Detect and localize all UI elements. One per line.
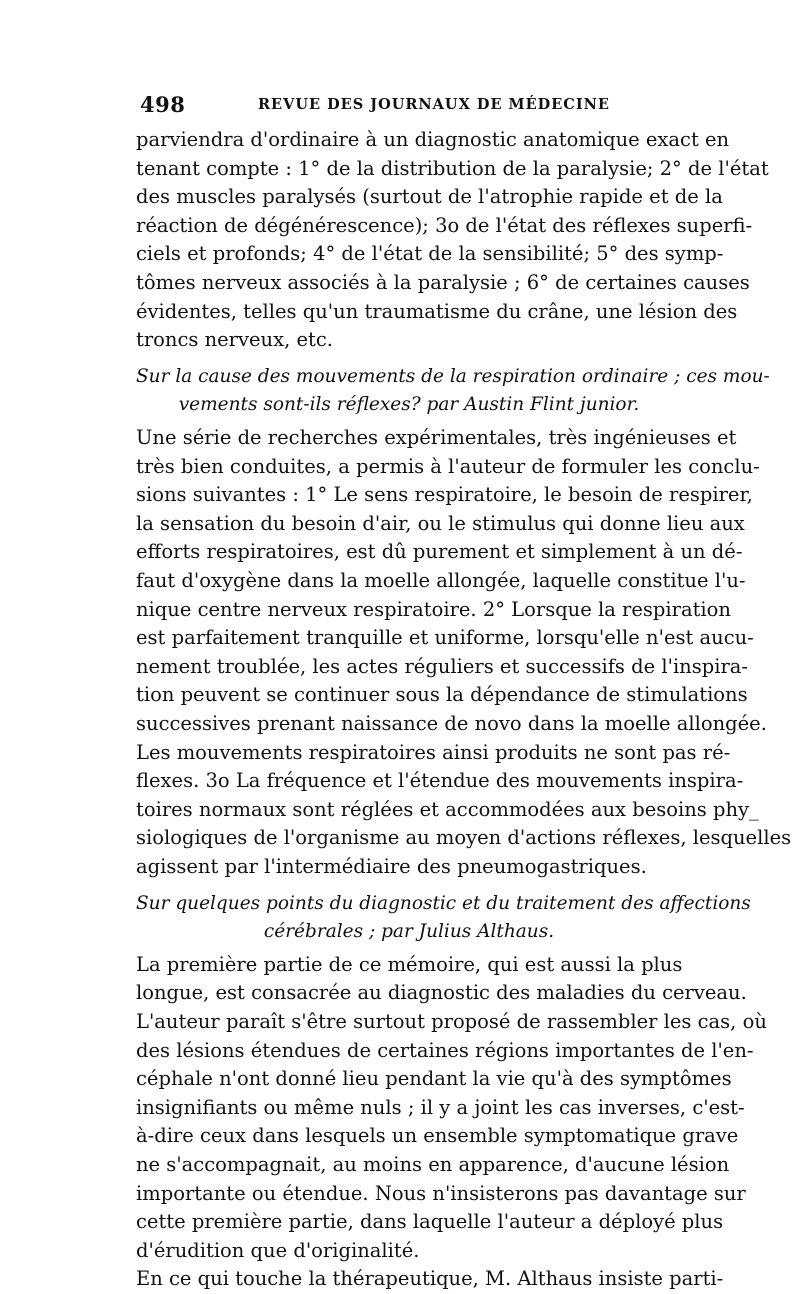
text-line: à-dire ceux dans lesquels un ensemble symptomatique grave [136,1124,739,1148]
text-line: agissent par l'intermédiaire des pneumogastriques. [136,855,647,878]
text-line: troncs nerveux, etc. [136,328,334,352]
text-line: très bien conduites, a permis à l'auteur de formuler les conclu- [136,454,760,478]
text-line: d'érudition que d'originalité. [136,1238,420,1262]
text-line: successives prenant naissance de novo dans la moelle allongée. [136,712,767,735]
text-line: insignifiants ou même nuls ; il y a joint les cas inverses, c'est- [136,1095,745,1119]
text-line: est parfaitement tranquille et uniforme, lorsqu'elle n'est aucu- [136,626,754,650]
text-line: L'auteur paraît s'être surtout proposé de rassembler les cas, où [136,1010,767,1033]
text-line: ne s'accompagnait, au moins en apparence, d'aucune lésion [136,1153,730,1176]
text-line: évidentes, telles qu'un traumatisme du crâne, une lésion des [136,299,738,323]
text-line: tenant compte : 1° de la distribution de la paralysie; 2° de l'état [136,156,769,180]
text-line: parviendra d'ordinaire à un diagnostic anatomique exact en [136,128,730,151]
article-heading: Sur quelques points du diagnostic et du traitement des affections [136,892,751,914]
text-line: la sensation du besoin d'air, ou le stimulus qui donne lieu aux [136,511,745,535]
text-line: cette première partie, dans laquelle l'auteur a déployé plus [136,1210,724,1234]
page-header [140,92,680,118]
text-line: nique centre nerveux respiratoire. 2° Lorsque la respiration [136,597,731,621]
article-heading: cérébrales ; par Julius Althaus. [263,921,555,943]
text-line: céphale n'ont donné lieu pendant la vie qu'à des symptômes [136,1067,732,1091]
text-line: ciels et profonds; 4° de l'état de la sensibilité; 5° des symp- [136,242,724,266]
text-line: En ce qui touche la thérapeutique, M. Althaus insiste parti- [136,1267,724,1291]
text-line: Les mouvements respiratoires ainsi produits ne sont pas ré- [136,740,731,764]
text-line: efforts respiratoires, est dû purement et simplement à un dé- [136,540,743,564]
text-line: tômes nerveux associés à la paralysie ; 6° de certaines causes [136,271,750,294]
text-line: des lésions étendues de certaines régions importantes de l'en- [136,1038,754,1062]
text-line: flexes. 3o La fréquence et l'étendue des mouvements inspira- [136,769,744,793]
text-line: Une série de recherches expérimentales, très ingénieuses et [136,426,737,449]
text-line: siologiques de l'organisme au moyen d'actions réflexes, lesquelles [136,826,792,850]
article-heading: vements sont-ils réflexes? par Austin Flint junior. [178,394,640,416]
running-title: REVUE DES JOURNAUX DE MÉDECINE [258,96,610,113]
text-line: sions suivantes : 1° Le sens respiratoire, le besoin de respirer, [136,483,753,507]
text-line: faut d'oxygène dans la moelle allongée, laquelle constitue l'u- [136,569,746,592]
text-line: nement troublée, les actes réguliers et successifs de l'inspira- [136,654,749,678]
text-line: importante ou étendue. Nous n'insisterons pas davantage sur [136,1181,746,1205]
text-line: longue, est consacrée au diagnostic des maladies du cerveau. [136,981,747,1005]
text-line: des muscles paralysés (surtout de l'atrophie rapide et de la [136,185,723,209]
text-line: réaction de dégénérescence); 3o de l'état des réflexes superfi- [136,213,753,237]
text-line: tion peuvent se continuer sous la dépendance de stimulations [136,683,748,707]
text-line: toires normaux sont réglées et accommodées aux besoins phy_ [136,797,759,821]
text-line: La première partie de ce mémoire, qui est aussi la plus [136,952,683,976]
page-number: 498 [140,92,186,117]
article-heading: Sur la cause des mouvements de la respiration ordinaire ; ces mou- [136,365,770,387]
